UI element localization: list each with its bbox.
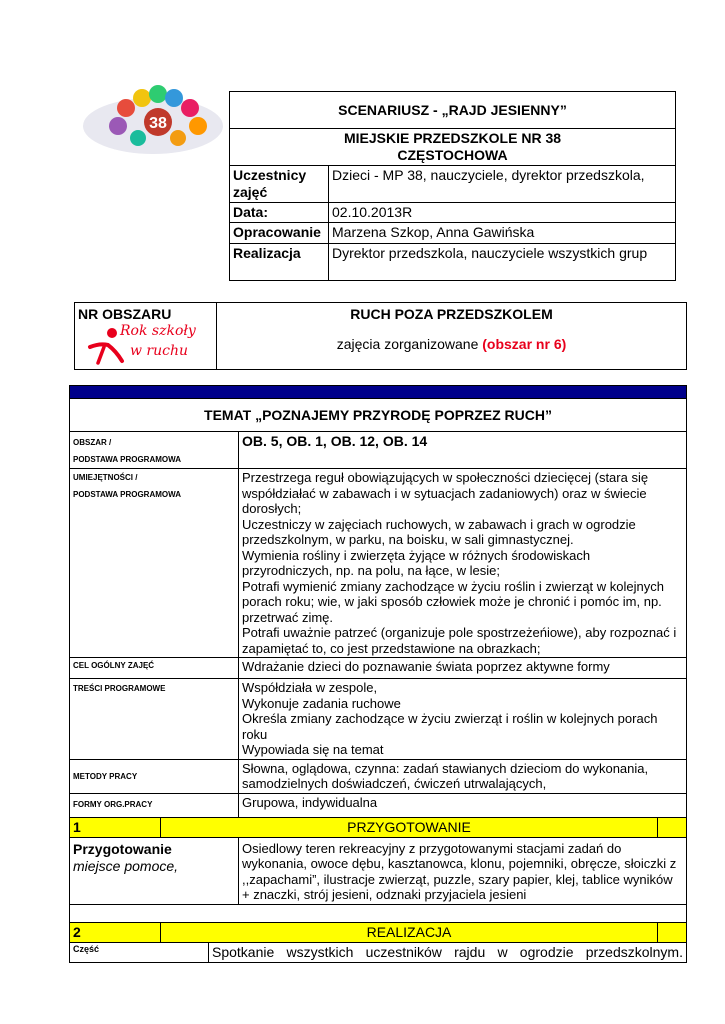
content-list — [239, 679, 687, 760]
obszar-value: OB. 5, OB. 1, OB. 12, OB. 14 — [239, 432, 687, 469]
skill-item: Uczestniczy w zajęciach ruchowych, w zabawach i grach w ogrodzie przedszkolnym, w parku, na boisku, w sali gimnastycznej. — [242, 516, 636, 547]
logo-number: 38 — [149, 115, 167, 132]
kindergarten-logo — [78, 78, 228, 158]
content-item: Wypowiada się na temat — [242, 742, 384, 757]
methods-value: Słowna, oglądowa, czynna: zadań stawianych dzieciom do wykonania, samodzielnych doświadczeń, ćwiczeń utrwalających, — [239, 759, 687, 793]
section2-value: Spotkanie wszystkich uczestników rajdu w ogrodzie przedszkolnym. — [209, 942, 687, 962]
main-table — [69, 385, 687, 963]
realization-label: Realizacja — [230, 244, 329, 281]
obszar-label2: PODSTAWA PROGRAMOWA — [73, 455, 181, 464]
section1-value: Osiedlowy teren rekreacyjny z przygotowanymi stacjami zadań do wykonania, owoce dębu, kasztanowca, klonu, pojemniki, obręcze, słoiczki z ,,zapachami”, ilustracje zwierząt, puzzle, szary papier, klej, tablice wyników + znaczki, strój jesieni, odznaki przyjaciela jesieni — [239, 837, 687, 904]
content-item: Współdziała w zespole, — [242, 680, 378, 695]
area-label-cell — [75, 303, 217, 370]
authors-value: Marzena Szkop, Anna Gawińska — [329, 223, 676, 244]
skills-label2: PODSTAWA PROGRAMOWA — [73, 490, 181, 499]
section1-label: Przygotowanie — [73, 840, 172, 857]
section1-number: 1 — [70, 817, 161, 837]
section1-sublabel: miejsce pomoce, — [73, 857, 179, 874]
participants-value: Dzieci - MP 38, nauczyciele, dyrektor przedszkola, — [329, 166, 676, 203]
skill-item: Wymienia rośliny i zwierzęta żyjące w różnych środowiskach przyrodniczych, np. na polu, na łące, w lesie; — [242, 547, 591, 578]
forms-label: FORMY ORG.PRACY — [73, 799, 153, 809]
goal-label-cell — [70, 658, 239, 679]
area-title: RUCH POZA PRZEDSZKOLEM — [350, 306, 553, 322]
blue-bar — [70, 386, 687, 399]
section2-empty — [658, 922, 687, 942]
date-value: 02.10.2013R — [329, 203, 676, 223]
header-table — [229, 91, 676, 281]
section2-label-cell — [70, 942, 209, 962]
skill-item: Przestrzega reguł obowiązujących w społeczności dziecięcej (stara się współdziałać w zabawach i w sytuacjach zadaniowych) oraz w świecie dorosłych; — [242, 470, 649, 516]
section1-title: PRZYGOTOWANIE — [161, 817, 658, 837]
running-child-logo-icon — [78, 323, 213, 367]
authors-label: Opracowanie — [230, 223, 329, 244]
date-label: Data: — [230, 203, 329, 223]
obszar-label-cell — [70, 432, 239, 469]
section1-empty — [658, 817, 687, 837]
content-item: Określa zmiany zachodzące w życiu zwierząt i roślin w kolejnych porach roku — [242, 711, 658, 742]
topic-title: TEMAT „POZNAJEMY PRZYRODĘ POPRZEZ RUCH” — [70, 399, 687, 432]
section2-title: REALIZACJA — [161, 922, 658, 942]
area-logo-line1: Rok szkoły — [120, 323, 196, 339]
area-subtitle-line — [220, 336, 683, 353]
area-table — [74, 302, 687, 370]
area-content-cell — [217, 303, 687, 370]
goal-label: CEL OGÓLNY ZAJĘĆ — [73, 661, 155, 670]
skills-label1: UMIEJĘTNOŚCI / — [73, 473, 138, 482]
institution-line1: MIEJSKIE PRZEDSZKOLE NR 38 — [343, 130, 562, 146]
goal-value: Wdrażanie dzieci do poznawanie świata poprzez aktywne formy — [239, 658, 687, 679]
section2-label: Część — [73, 943, 100, 954]
section1-label-cell — [70, 837, 239, 904]
area-logo-line2: w ruchu — [130, 343, 189, 359]
area-subtitle: zajęcia zorganizowane — [336, 336, 479, 352]
forms-label-cell — [70, 793, 239, 817]
skill-item: Potrafi uważnie patrzeć (organizuje pole spostrzeżeńiowe), aby rozpoznać i zapamiętać to, co jest przedstawione na obrazkach; — [242, 625, 677, 656]
institution-line2: CZĘSTOCHOWA — [397, 147, 508, 163]
skills-list — [239, 469, 687, 658]
skill-item: Potrafi wymienić zmiany zachodzące w życiu roślin i zwierząt w kolejnych porach roku; wie, w jaki sposób człowiek może je chronić i pomóc im, np. przetrwać zimę. — [242, 578, 664, 625]
content-label-cell — [70, 679, 239, 760]
skills-label-cell — [70, 469, 239, 658]
methods-label: METODY PRACY — [73, 771, 138, 781]
forms-value: Grupowa, indywidualna — [239, 793, 687, 817]
section2-number: 2 — [70, 922, 161, 942]
scenario-title: SCENARIUSZ - „RAJD JESIENNY” — [230, 92, 676, 129]
spacer-row — [70, 904, 687, 922]
institution-name — [230, 129, 676, 166]
content-item: Wykonuje zadania ruchowe — [242, 695, 401, 711]
kindergarten-balloons-logo-icon — [78, 78, 228, 158]
methods-label-cell — [70, 759, 239, 793]
obszar-label1: OBSZAR / — [73, 438, 112, 447]
area-label: NR OBSZARU — [78, 306, 172, 322]
content-label: TREŚCI PROGRAMOWE — [73, 684, 166, 693]
participants-label: Uczestnicy zajęć — [230, 166, 329, 203]
realization-value: Dyrektor przedszkola, nauczyciele wszystkich grup — [329, 244, 676, 281]
area-subtitle-red: (obszar nr 6) — [482, 336, 567, 352]
